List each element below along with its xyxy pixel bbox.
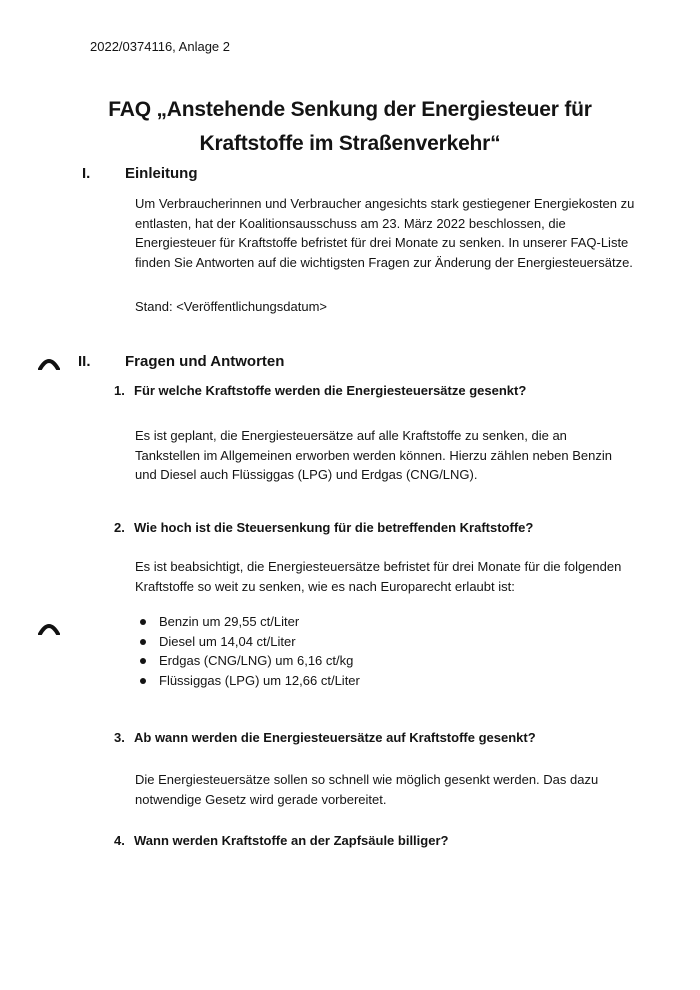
question-4-text: Wann werden Kraftstoffe an der Zapfsäule billiger? (134, 833, 449, 848)
document-reference: 2022/0374116, Anlage 2 (90, 39, 231, 54)
question-3-number: 3. (114, 730, 125, 745)
question-2-text: Wie hoch ist die Steuersenkung für die betreffenden Kraftstoffe? (134, 520, 534, 535)
redaction-arc-icon (38, 621, 60, 635)
title-line-1: FAQ „Anstehende Senkung der Energiesteuer für (108, 98, 592, 121)
tax-reduction-list (135, 612, 360, 690)
answer-1: Es ist geplant, die Energiesteuersätze auf alle Kraftstoffe zu senken, die an Tankstellen im Allgemeinen erworben werden können. Hierzu zählen neben Benzin und Diesel auch Flüssiggas (LPG) und Erdgas (CNG/LNG). (135, 428, 612, 482)
question-1-text: Für welche Kraftstoffe werden die Energiesteuersätze gesenkt? (134, 383, 527, 398)
list-item: Diesel um 14,04 ct/Liter (135, 632, 360, 652)
section-2-number: II. (78, 353, 91, 370)
question-4 (114, 833, 448, 848)
list-item: Flüssiggas (LPG) um 12,66 ct/Liter (135, 671, 360, 691)
section-1-number: I. (82, 165, 91, 182)
section-1-title: Einleitung (125, 165, 198, 182)
question-3 (114, 730, 536, 745)
answer-2: Es ist beabsichtigt, die Energiesteuersätze befristet für drei Monate für die folgenden Kraftstoffe so weit zu senken, wie es nach Europarecht erlaubt ist: (135, 559, 622, 594)
list-item: Benzin um 29,55 ct/Liter (135, 612, 360, 632)
bullet-icon (140, 619, 146, 625)
question-1 (114, 383, 526, 398)
question-1-number: 1. (114, 383, 125, 398)
status-line: Stand: <Veröffentlichungsdatum> (135, 299, 328, 314)
question-3-text: Ab wann werden die Energiesteuersätze auf Kraftstoffe gesenkt? (134, 730, 536, 745)
intro-paragraph (135, 194, 635, 272)
redaction-arc-icon (38, 356, 60, 370)
question-4-number: 4. (114, 833, 125, 848)
question-2 (114, 520, 533, 535)
question-2-number: 2. (114, 520, 125, 535)
bullet-icon (140, 639, 146, 645)
bullet-icon (140, 658, 146, 664)
intro-text: Um Verbraucherinnen und Verbraucher angesichts stark gestiegener Energiekosten zu entlasten, hat der Koalitionsausschuss am 23. März 2022 beschlossen, die Energiesteuer für Kraftstoffe befristet für drei Monate zu senken. In unserer FAQ-Liste finden Sie Antworten auf die wichtigsten Fragen zur Änderung der Energiesteuersätze. (135, 196, 635, 270)
document-title (0, 93, 700, 161)
answer-3: Die Energiesteuersätze sollen so schnell wie möglich gesenkt werden. Das dazu notwendige Gesetz wird gerade vorbereitet. (135, 772, 599, 807)
bullet-icon (140, 678, 146, 684)
title-line-2: Kraftstoffe im Straßenverkehr“ (199, 132, 501, 155)
list-item: Erdgas (CNG/LNG) um 6,16 ct/kg (135, 651, 360, 671)
section-2-title: Fragen und Antworten (125, 353, 285, 370)
